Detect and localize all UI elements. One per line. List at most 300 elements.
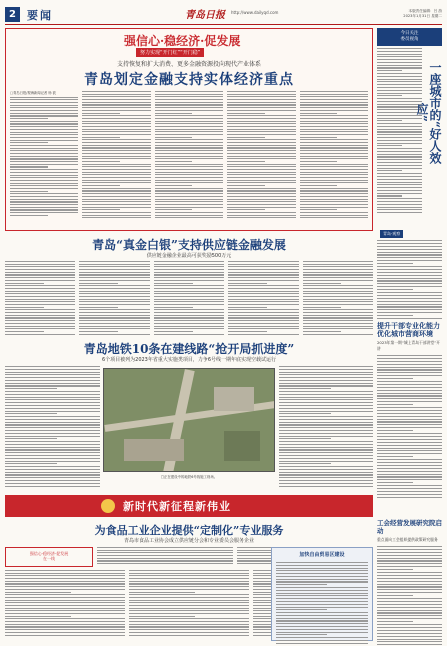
text-line [228,288,298,289]
text-line [300,123,368,124]
text-line [10,156,78,157]
text-line [227,193,295,194]
text-line [228,331,267,332]
text-line [5,334,75,335]
text-line [377,563,442,564]
text-line [79,328,149,329]
text-line [82,139,150,140]
text-line [300,115,368,116]
text-line [228,296,298,297]
text-line [279,469,373,470]
text-line [303,283,342,284]
text-line [10,150,78,151]
text-line [303,266,373,267]
text-line [300,150,368,151]
text-line [377,555,442,556]
text-line [155,118,223,119]
text-line [303,264,373,265]
text-line [227,102,295,103]
text-line [10,115,78,116]
text-line [300,107,368,108]
story2-body [5,261,373,338]
text-line [5,626,125,627]
story3-deck: 6个项目被列为2023年省重大实施类项目，力争6号线一期年底实现空载试运行 [101,357,277,363]
text-line [303,328,373,329]
text-line [377,607,442,608]
text-line [82,161,120,162]
text-line [377,552,442,553]
text-line [5,312,75,313]
text-line [129,632,249,633]
text-line [5,458,100,459]
text-line [5,296,75,297]
text-line [155,147,223,148]
text-line [129,581,249,582]
text-line [377,98,422,99]
text-line [300,212,368,213]
text-line [276,568,368,569]
text-line [377,148,422,149]
text-line [79,266,149,267]
text-line [79,277,149,278]
text-line [303,301,373,302]
text-line [300,118,368,119]
text-line [377,636,442,637]
text-line [129,578,249,579]
text-line [10,164,78,165]
text-line [276,590,368,591]
text-line [154,283,193,284]
text-line [82,169,150,170]
text-line [10,134,78,135]
text-line [377,575,442,576]
text-line [155,121,223,122]
text-line [5,317,75,318]
text-line [155,145,223,146]
text-line [155,196,223,197]
text-line [5,629,125,630]
text-line [5,293,75,294]
text-line [300,177,368,178]
text-line [377,176,422,177]
text-line [377,81,422,82]
text-line [303,312,373,313]
text-line [227,196,295,197]
page-number: 2 [5,7,20,22]
text-line [5,608,125,609]
text-line [377,93,422,94]
body-column [5,261,75,338]
text-line [227,185,265,186]
text-line [377,578,442,579]
text-line [227,139,295,140]
text-line [377,639,442,640]
text-line [5,430,100,431]
text-line [276,570,368,571]
text-line [5,272,75,273]
text-line [279,424,373,425]
text-line [129,592,195,593]
text-line [377,601,442,602]
text-line [377,65,422,66]
text-line [79,323,149,324]
text-line [377,558,442,559]
text-line [279,374,373,375]
text-line [154,323,224,324]
text-line [377,145,402,146]
text-line [228,274,298,275]
text-line [303,320,373,321]
text-line [227,215,295,216]
text-line [129,597,249,598]
text-line [300,166,368,167]
text-line [10,142,48,143]
text-line [5,605,125,606]
text-line [377,598,442,599]
text-line [5,592,71,593]
text-line [79,301,149,302]
text-line [300,91,368,92]
text-line [10,191,48,192]
text-line [82,190,150,191]
text-line [82,174,150,175]
text-line [82,172,150,173]
story-metro [5,340,373,490]
text-line [300,153,368,154]
text-line [303,293,373,294]
text-line [377,586,442,587]
text-line [154,274,224,275]
story4-tag-line1: 强信心·稳经济·促发展 [29,551,69,556]
text-line [303,331,342,332]
text-line [276,562,368,563]
text-line [276,640,368,641]
text-line [227,166,295,167]
text-line [79,261,149,262]
text-line [5,307,44,308]
text-line [279,430,373,431]
text-line [377,369,442,370]
text-line [279,441,373,442]
text-line [129,575,249,576]
text-line [377,560,442,561]
text-line [228,328,298,329]
lead-byline: □青岛日报/观海新闻记者 杨 波 [10,91,56,95]
text-line [228,291,298,292]
text-line [5,397,100,398]
text-line [155,129,223,130]
text-line [300,204,368,205]
text-line [377,361,442,362]
text-line [82,182,150,183]
story4-column-tag [5,547,93,567]
text-line [82,115,150,116]
sidebox-title: 加快自由贸易区建设 [299,552,345,558]
text-line [155,123,223,124]
text-line [377,269,442,270]
text-line [377,497,442,498]
text-line [5,301,75,302]
text-line [377,482,413,483]
text-line [377,641,442,642]
text-line [82,123,150,124]
text-line [79,280,149,281]
text-line [10,177,78,178]
text-line [377,630,442,631]
party-emblem-icon [101,499,115,513]
text-line [154,315,224,316]
text-line [82,199,150,200]
text-line [377,201,422,202]
text-line [227,147,295,148]
text-line [276,595,368,596]
text-line [228,312,298,313]
text-line [377,195,402,196]
text-line [377,546,442,547]
story3-headline: 青岛地铁10条在建线路“抢开局抓进度” [83,342,295,356]
text-line [300,129,368,130]
text-line [155,169,223,170]
sidebar-body [377,48,422,216]
text-line [377,476,442,477]
text-line [377,209,422,210]
text-line [377,179,422,180]
text-line [82,145,150,146]
text-line [227,199,295,200]
text-line [377,243,442,244]
text-line [228,309,298,310]
text-line [377,494,442,495]
text-line [279,372,373,373]
text-line [129,583,249,584]
text-line [377,398,442,399]
text-line [10,166,48,167]
text-line [303,277,373,278]
text-line [5,422,100,423]
text-line [227,169,295,170]
text-line [377,312,442,313]
text-line [10,129,78,130]
text-line [155,177,223,178]
text-line [279,419,373,420]
text-line [377,430,413,431]
text-line [5,402,100,403]
text-line [377,355,442,356]
text-line [10,215,48,216]
text-line [377,187,422,188]
text-line [155,126,223,127]
text-line [129,589,249,590]
text-line [155,180,223,181]
text-line [300,139,368,140]
text-line [5,411,100,412]
date-line: 2023年1月31日 星期二 [403,14,442,18]
text-line [300,158,368,159]
text-line [5,602,125,603]
text-line [154,269,224,270]
text-line [377,595,413,596]
story2-headline: 青岛“真金白银”支持供应链金融发展 [92,238,286,252]
text-line [303,280,373,281]
text-line [300,99,368,100]
body-column [10,91,78,226]
text-line [5,461,100,462]
banner-text: 新时代新征程新伟业 [123,500,231,513]
text-line [155,137,193,138]
text-line [279,444,373,445]
text-line [5,438,57,439]
text-line [228,334,298,335]
text-line [377,621,413,622]
text-line [154,307,193,308]
text-line [303,326,373,327]
text-line [5,388,57,389]
text-line [155,96,223,97]
text-line [276,643,368,644]
text-line [279,447,373,448]
text-line [155,201,223,202]
text-line [279,486,373,487]
text-line [377,283,442,284]
section-banner [5,495,373,517]
text-line [5,413,57,414]
text-line [10,140,78,141]
text-line [5,383,100,384]
text-line [300,209,338,210]
text-line [10,105,78,106]
text-line [279,427,373,428]
text-line [82,180,150,181]
text-line [279,388,331,389]
text-line [5,581,125,582]
text-line [377,123,422,124]
text-line [155,182,223,183]
text-line [377,421,442,422]
text-line [79,269,149,270]
text-line [10,121,78,122]
text-line [227,134,295,135]
text-line [377,364,442,365]
text-line [228,280,298,281]
text-line [377,286,442,287]
text-line [300,199,368,200]
text-line [227,115,295,116]
text-line [10,180,78,181]
right3-deck: 重点面向工会组织提供政策研究服务 [377,537,438,542]
text-line [154,320,224,321]
text-line [5,320,75,321]
text-line [155,164,223,165]
text-line [377,87,422,88]
text-line [377,471,442,472]
text-line [129,610,249,611]
text-line [227,156,295,157]
text-line [300,102,368,103]
text-line [276,634,327,635]
right3-headline: 工会经营发展研究院启动 [377,519,442,535]
story4-headline: 为食品工业企业提供“定制化”专业服务 [94,524,284,537]
text-line [377,204,422,205]
text-line [10,209,78,210]
text-line [82,102,150,103]
text-line [5,573,125,574]
text-line [377,126,422,127]
text-line [377,569,413,570]
text-line [227,126,295,127]
text-line [129,626,249,627]
text-line [300,161,338,162]
text-line [377,254,442,255]
text-line [129,586,249,587]
text-line [377,384,442,385]
text-line [377,207,422,208]
text-line [5,610,125,611]
text-line [377,54,422,55]
masthead [5,5,442,25]
text-line [10,193,78,194]
text-line [129,602,249,603]
text-line [377,459,442,460]
text-line [79,296,149,297]
text-line [10,183,78,184]
text-line [228,320,298,321]
text-line [279,433,373,434]
text-line [5,264,75,265]
text-line [279,391,373,392]
text-line [377,465,442,466]
text-line [82,131,150,132]
text-line [154,312,224,313]
text-line [279,483,373,484]
text-line [10,99,78,100]
text-line [155,185,193,186]
text-line [303,334,373,335]
text-line [97,550,233,551]
text-line [279,463,331,464]
text-line [154,296,224,297]
text-line [82,201,150,202]
text-line [377,456,413,457]
text-line [300,110,368,111]
text-line [279,411,373,412]
text-line [377,301,442,302]
text-line [377,263,413,264]
text-line [155,199,223,200]
text-line [377,427,442,428]
text-line [279,405,373,406]
text-line [227,142,295,143]
sidebar-column-title: 一座城市的“好人效应” [415,60,442,164]
text-line [377,137,422,138]
text-line [377,70,402,71]
text-line [300,137,338,138]
text-line [303,315,373,316]
text-line [5,621,125,622]
text-line [10,97,78,98]
story4-deck: 青岛市食品工业协会成立供应链分会和专业委员会服务企业 [123,538,254,544]
text-line [82,99,150,100]
text-line [227,107,295,108]
text-line [79,326,149,327]
text-line [300,164,368,165]
text-line [377,404,413,405]
right2-deck: 2023年第一期“城上青岛干部讲堂”开讲 [377,340,440,351]
text-line [5,463,57,464]
text-line [303,296,373,297]
text-line [377,306,442,307]
text-line [276,618,368,619]
text-line [377,304,442,305]
